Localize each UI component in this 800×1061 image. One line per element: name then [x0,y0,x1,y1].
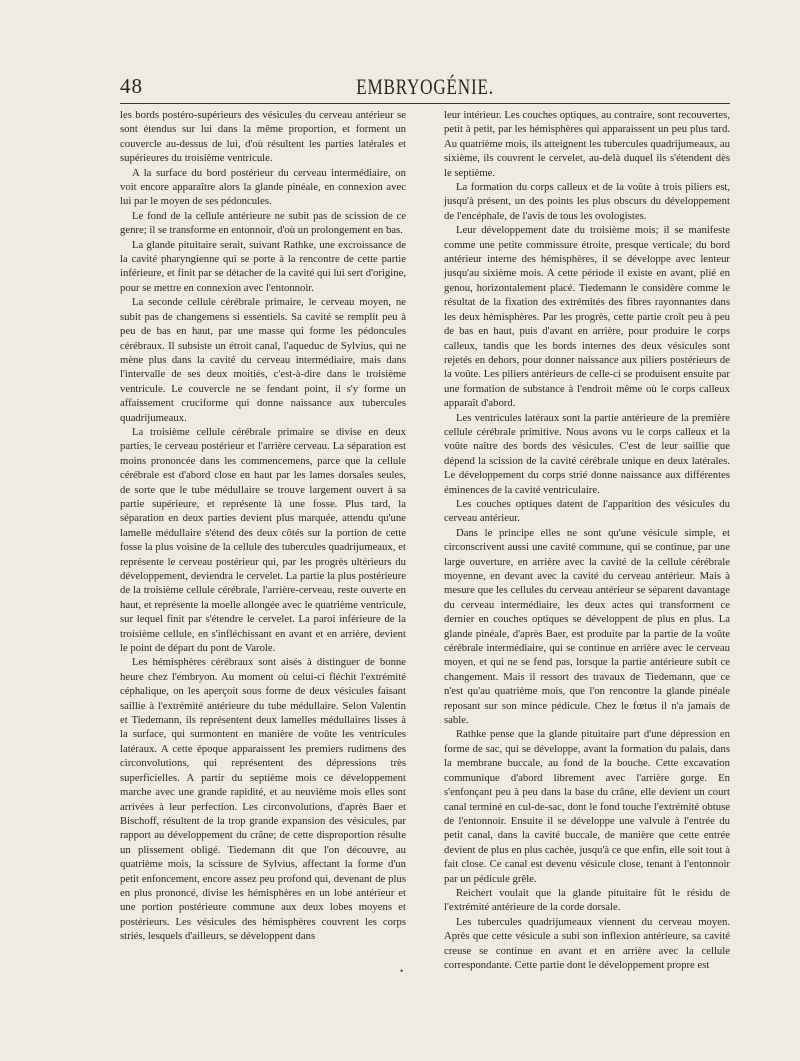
header-rule [120,103,730,104]
paragraph: Dans le principe elles ne sont qu'une vésicule simple, et circonscrivent aussi une cavité commune, qui se continue, par une large ouverture, en arrière avec la cavité de la cellule cérébrale moyenne, en devant avec la cavité du cerveau antérieur. Mais à mesure que les cellules du cerveau antérieur se séparent davantage du cerveau intermédiaire, les deux actes qui transforment ce dernier en couches optiques se développent de plus en plus. La glande pinéale, d'après Baer, est produite par la partie de la voûte cérébrale intermédiaire, qui se continue en arrière avec le cerveau moyen, et qui ne se fend pas, lorsque la partie antérieure subit ce changement. Mais il ressort des travaux de Tiedemann, que ce n'est qu'au quatrième mois, que l'on rencontre la glande pinéale reposant sur son mince pédicule. Chez le fœtus il n'a jamais de sable. [444,526,730,727]
page-mark: • [400,966,404,976]
paragraph: les bords postéro-supérieurs des vésicules du cerveau antérieur se sont étendus sur lui dans la même proportion, et forment un couvercle au-dessus de lui, d'où résultent les parties latérales et supérieures du troisième ventricule. [120,109,406,165]
page-number: 48 [120,74,143,98]
running-title: EMBRYOGÉNIE. [356,74,494,99]
paragraph: La seconde cellule cérébrale primaire, le cerveau moyen, ne subit pas de changemens si essentiels. Sa cavité se remplit peu à peu de bas en haut, par une masse qui forme les pédoncules cérébraux. Il subsiste un étroit canal, l'aqueduc de Sylvius, qui ne mène plus dans la cavité du cerveau intermédiaire, mais dans l'intervalle de ses deux moitiés, c'est-à-dire dans le troisième ventricule. Le couvercle ne se fendant point, il s'y forme un affaissement cruciforme qui donne naissance aux tubercules quadrijumeaux. [120,296,406,424]
paragraph: La formation du corps calleux et de la voûte à trois piliers est, jusqu'à présent, un des points les plus obscurs du développement de l'encéphale, de l'avis de tous les ovologistes. [444,181,730,222]
right-column [444,108,730,972]
paragraph: Leur développement date du troisième mois; il se manifeste comme une petite commissure étroite, presque verticale; du bord antérieur interne des hémisphères, il se développe avec lenteur jusqu'au sixième mois. A cette période il existe en avant, plié en genou, horizontalement placé. Tiedemann le considère comme le résultat de la fixation des extrémités des fibres rayonnantes dans les deux hémisphères. Par les progrès, cette partie croît peu à peu de bas en haut, puis d'avant en arrière, pour produire le corps calleux, tandis que les bords internes des deux vésicules sont rejetés en dehors, pour donner naissance aux piliers postérieurs de la voûte. Les piliers antérieurs de celle-ci se produisent ensuite par une formation de substance à l'endroit même où le corps calleux apparaît d'abord. [444,224,730,410]
paragraph: Les ventricules latéraux sont la partie antérieure de la première cellule cérébrale primitive. Nous avons vu le corps calleux et la voûte naître des bords des vésicules. C'est de leur saillie que dépend la scission de la cavité cérébrale unique en deux latérales. Le développement du corps strié donne naissance aux différentes éminences de la cavité ventriculaire. [444,411,730,496]
paragraph: Les couches optiques datent de l'apparition des vésicules du cerveau antérieur. [444,497,730,525]
page-header [120,74,730,106]
paragraph: A la surface du bord postérieur du cerveau intermédiaire, on voit encore apparaître alors la glande pinéale, en connexion avec lui par le moyen de ses pédoncules. [120,166,406,208]
paragraph: Reichert voulait que la glande pituitaire fût le résidu de l'extrémité antérieure de la corde dorsale. [444,886,730,914]
paragraph: La glande pituitaire serait, suivant Rathke, une excroissance de la cavité pharyngienne qui se porte à la rencontre de cette partie inférieure, et finit par se détacher de la cavité qui lui sert d'origine, pour se mettre en connexion avec l'entonnoir. [120,238,406,294]
paragraph: Rathke pense que la glande pituitaire part d'une dépression en forme de sac, qui se développe, avant la formation du palais, dans la membrane buccale, au fond de la bouche. Cette excavation communique d'abord librement avec l'arrière gorge. En s'enfonçant peu à peu dans la base du crâne, elle devient un court canal terminé en cul-de-sac, dont le fond touche l'extrémité obtuse de l'entonnoir. Ensuite il se développe une valvule à l'entrée du petit canal, dans la cavité buccale, de manière que cette entrée devient de plus en plus cachée, jusqu'à ce que enfin, elle soit tout à fait close. Ce canal est devenu vésicule close, tenant à l'entonnoir par un pédicule grêle. [444,728,730,885]
left-column [120,108,406,944]
paragraph: Les tubercules quadrijumeaux viennent du cerveau moyen. Après que cette vésicule a subi son inflexion antérieure, sa cavité creuse se continue en avant et en arrière avec la cellule correspondante. Cette partie dont le développement propre est [444,915,730,971]
paragraph: leur intérieur. Les couches optiques, au contraire, sont recouvertes, petit à petit, par les hémisphères qui apparaissent un peu plus tard. Au quatrième mois, ils atteignent les tubercules quadrijumeaux, au sixième, ils couvrent le cervelet, au-delà duquel ils s'étendent dès le septième. [444,109,730,179]
paragraph: Le fond de la cellule antérieure ne subit pas de scission de ce genre; il se transforme en entonnoir, d'où un prolongement en bas. [120,209,406,237]
paragraph: La troisième cellule cérébrale primaire se divise en deux parties, le cerveau postérieur et l'arrière cerveau. La séparation est moins prononcée dans les commencemens, parce que la cellule cérébrale est d'abord close en haut par les lames dorsales seules, de sorte que le tube médullaire se trouve largement ouvert à sa partie supérieure, et représente là une fosse. Plus tard, la séparation en deux parties devient plus marquée, attendu qu'une lamelle médullaire s'étend des deux côtés sur la portion de cette fosse la plus voisine de la cellule des tubercules quadrijumeaux, et représente le cerveau postérieur qui, par les progrès ultérieurs du développement, deviendra le cervelet. La partie la plus postérieure de la troisième cellule cérébrale, l'arrière-cerveau, reste ouverte en haut, et représente la moelle allongée avec le quatrième ventricule, sur lequel finit par s'étendre le cervelet. La paroi inférieure de la troisième cellule, en s'infléchissant en avant et en arrière, devient le point de départ du pont de Varole. [120,425,406,655]
paragraph: Les hémisphères cérébraux sont aisés à distinguer de bonne heure chez l'embryon. Au moment où celui-ci fléchit l'extrémité céphalique, on les aperçoit sous forme de deux vésicules faisant saillie à l'extrémité antérieure du tube médullaire. Selon Valentin et Tiedemann, ils représentent deux lamelles médullaires lisses à la surface, qui surmontent en manière de voûte les ventricules latéraux. A cette époque apparaissent les premiers rudimens des circonvolutions, qui représentent des dépressions très superficielles. A partir du septième mois ce développement marche avec une grande rapidité, et au neuvième mois elles sont arrivées à leur perfection. Les circonvolutions, d'après Baer et Bischoff, résultent de la trop grande expansion des vésicules, par rapport au développement du crâne; de cette disproportion résulte un plissement obligé. Tiedemann dit que l'on découvre, au quatrième mois, la scissure de Sylvius, affectant la forme d'un petit enfoncement, encore assez peu profond qui, devenant de plus en plus prononcé, divise les hémisphères en un lobe antérieur et une portion postérieure commune aux deux lobes moyens et postérieurs. Les vésicules des hémisphères couvrent les corps striés, lesquels d'ailleurs, se développent dans [120,656,406,943]
